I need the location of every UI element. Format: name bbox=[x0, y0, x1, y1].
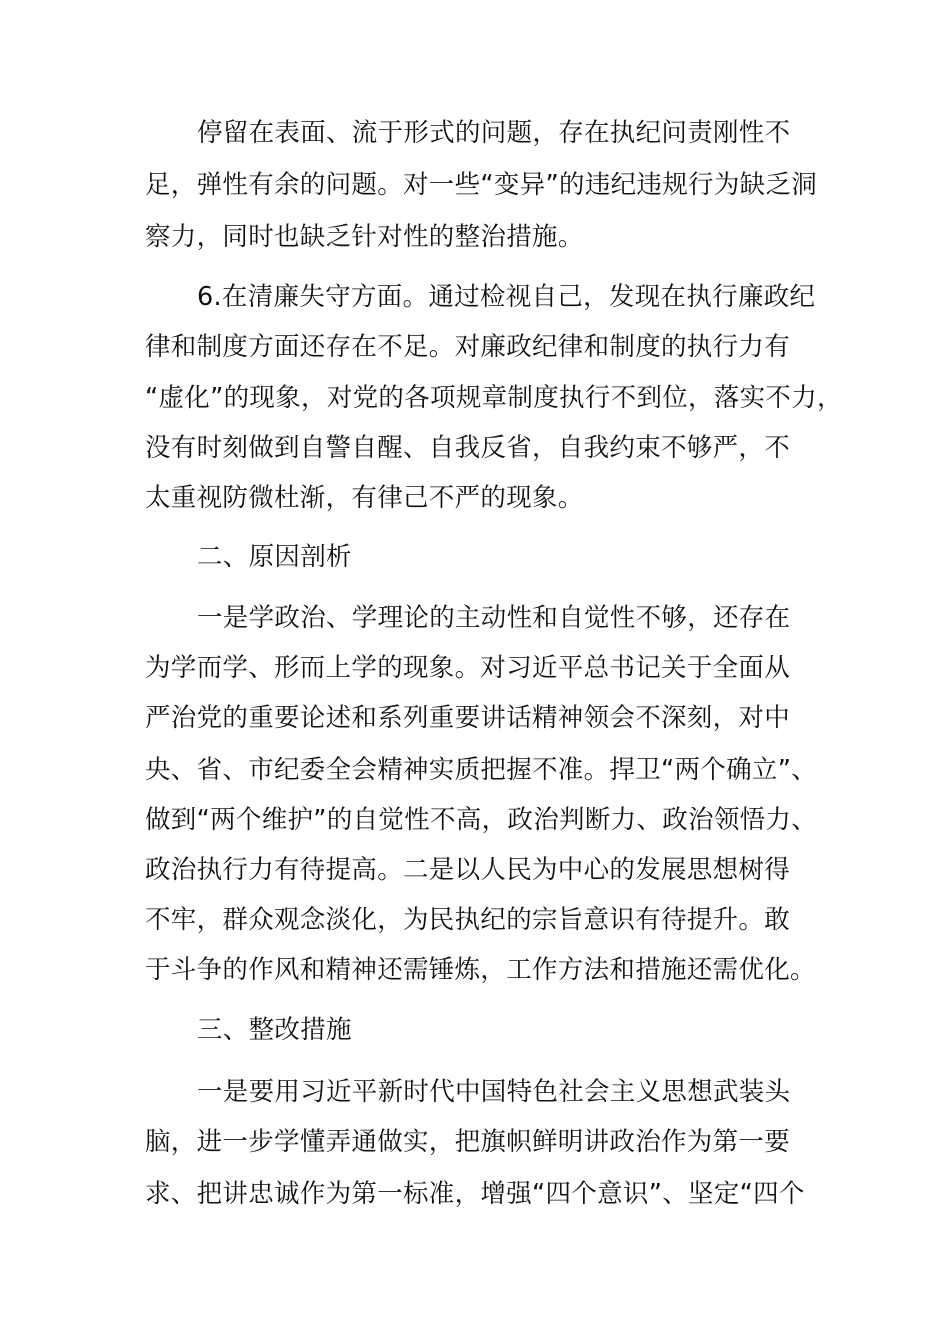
section-heading-rectification: 三、整改措施 bbox=[197, 1015, 352, 1045]
text-line: 脑，进一步学懂弄通做实，把旗帜鲜明讲政治作为第一要 bbox=[145, 1127, 791, 1157]
text-line: 足，弹性有余的问题。对一些“变异”的违纪违规行为缺乏洞 bbox=[145, 170, 818, 200]
text-line: 律和制度方面还存在不足。对廉政纪律和制度的执行力有 bbox=[145, 332, 791, 362]
text-line: 一是学政治、学理论的主动性和自觉性不够，还存在 bbox=[197, 603, 791, 633]
text-line: 严治党的重要论述和系列重要讲话精神领会不深刻，对中 bbox=[145, 703, 791, 733]
text-line: 于斗争的作风和精神还需锤炼，工作方法和措施还需优化。 bbox=[145, 955, 816, 985]
text-line: 求、把讲忠诚作为第一标准，增强“四个意识”、坚定“四个 bbox=[145, 1179, 805, 1209]
text-line: 央、省、市纪委全会精神实质把握不准。捍卫“两个确立”、 bbox=[145, 755, 818, 785]
text-line: 做到“两个维护”的自觉性不高，政治判断力、政治领悟力、 bbox=[145, 805, 818, 835]
section-heading-cause-analysis: 二、原因剖析 bbox=[197, 542, 352, 572]
text-line: 不牢，群众观念淡化，为民执纪的宗旨意识有待提升。敢 bbox=[145, 905, 791, 935]
text-line: 太重视防微杜渐，有律己不严的现象。 bbox=[145, 483, 584, 513]
text-line: 一是要用习近平新时代中国特色社会主义思想武装头 bbox=[197, 1077, 791, 1107]
text-line: 政治执行力有待提高。二是以人民为中心的发展思想树得 bbox=[145, 855, 791, 885]
text-line: “虚化”的现象，对党的各项规章制度执行不到位，落实不力， bbox=[145, 383, 843, 413]
text-line: 停留在表面、流于形式的问题，存在执纪问责刚性不 bbox=[197, 118, 791, 148]
text-line: 6.在清廉失守方面。通过检视自己，发现在执行廉政纪 bbox=[197, 282, 816, 312]
text-line: 察力，同时也缺乏针对性的整治措施。 bbox=[145, 222, 584, 252]
text-line: 没有时刻做到自警自醒、自我反省，自我约束不够严，不 bbox=[145, 433, 791, 463]
text-line: 为学而学、形而上学的现象。对习近平总书记关于全面从 bbox=[145, 653, 791, 683]
